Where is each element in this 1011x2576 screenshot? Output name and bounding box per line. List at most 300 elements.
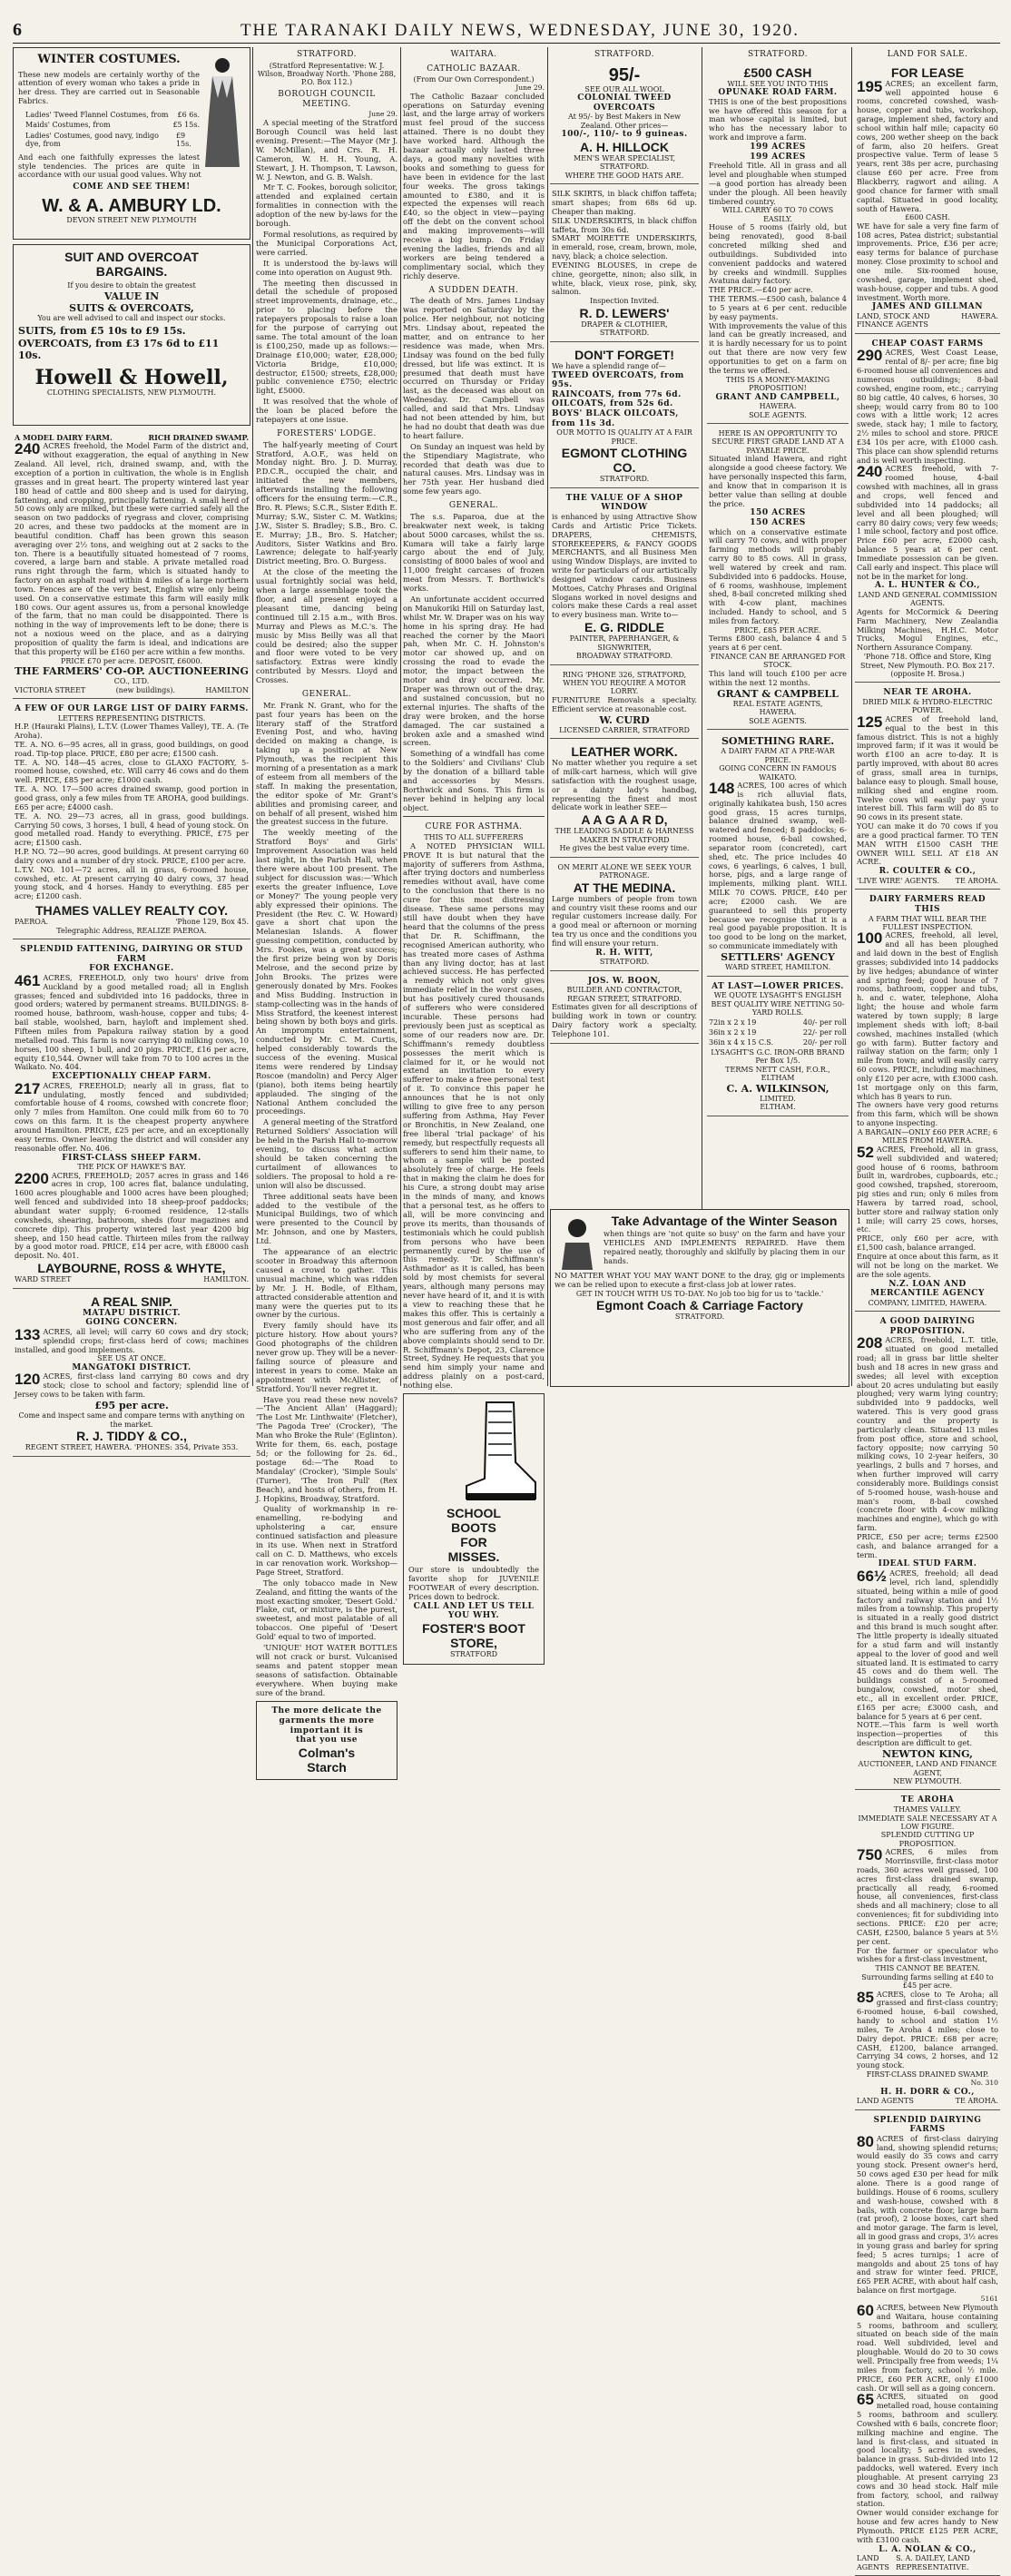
ad-line: SUITS & OVERCOATS, (69, 301, 194, 314)
text-col1-splendid-no1: No. 404. (49, 1062, 82, 1072)
text-col1-snip-price: £95 per acre. (94, 1399, 169, 1411)
text-col5b-nolan-right: S. A. DAILEY, LAND REPRESENTATIVE. (896, 2554, 970, 2571)
text-col5b-sdf-num3: 65 (857, 2391, 874, 2409)
ad-firm: A A G A A R D, (581, 812, 668, 828)
column-6 (855, 47, 1000, 2571)
ad-model-dairy-farm (13, 430, 250, 699)
text-col1-few-phone: 'Phone 129, Box 45. (175, 918, 249, 927)
text-col5b-lease-num: 195 (857, 77, 883, 95)
text-col4-medina-body: Large numbers of people from town and country visit these rooms and our regular customers increase daily. For a good meal or afternoon or morning tea try us once and the conditions you find will ensure your return. (552, 893, 697, 948)
text-col5a-num: 148 (709, 779, 735, 797)
text-col2-colman-4: Colman's (298, 1745, 356, 1760)
text-col4-forget-intro: We have a splendid range of— (552, 360, 666, 370)
text-col4-winter-body: when things are 'not quite so busy' on the farm and have your VEHICLES AND IMPLEMENTS REPAIRED. Have them repaired neatly, thoroughly and skilfully by placing them in our hands. (604, 1229, 845, 1265)
text-col5b-coulter: R. COULTER & CO., (878, 867, 977, 877)
text-col4-aagaard-tag: THE LEADING SADDLE & HARNESS MAKER IN STRATFORD (555, 827, 694, 844)
ad-grant-campbell (707, 426, 849, 730)
text-col3-general-title: GENERAL. (448, 501, 499, 511)
ad-firm: W. CURD (599, 713, 650, 726)
text-col1-splendid-title: SPLENDID FATTENING, DAIRYING OR STUD FARM (20, 945, 243, 964)
text-col3-death-1: On Sunday an inquest was held by the Stipendiary Magistrate, who recorded that death was due to natural causes. Mrs. Lindsay was in her 75th year. Her husband died some few years ago. (403, 441, 545, 497)
text-col1-splendid-addr-left: WARD STREET (15, 1275, 72, 1284)
column-5 (707, 47, 849, 1386)
text-col3-school-school: SCHOOL (447, 1506, 501, 1521)
text-col3-school-misses: MISSES. (447, 1549, 500, 1565)
text-col2-borough-title: BOROUGH COUNCIL MEETING. (278, 89, 376, 109)
text-col1-winter-items-1-label: Maids' Costumes, from (25, 121, 111, 130)
text-col5a-body4: ACRES, 100 acres of which is rich alluvial flats, originally kahikatea bush, 150 acres good grass, 15 acres turnips, balance drained swamp, well-watered and fenced; 8 paddocks; 6-roomed house, 6-bail cowshed, separator room (concreted), cart shed, etc. The price includes 40 cows, 6 yearlings, 6 calves, 1 bull, horse, pigs, and a large range of implements, milking plant. WILL MILK 70 COWS. PRICE, £40 per acre; £2000 cash. We are guaranteed to sell this property because we recognise that it is a real good payable proposition. It is too good to be long on the market, so communicate immediately with (709, 780, 847, 951)
text-col5b-aroha: NEAR TE AROHA. (883, 688, 972, 698)
text-col5b-ideal-body: ACRES, freehold; all dead level, rich land, splendidly situated, being within a mile of good factory and railway station and 1½ miles from a township. This property is situated in a really good district and this brand is much sought after. The little property is ideally situated for a stud farm and will instantly appeal to the lover of good and well situated land. It is estimated to carry 45 cows and do them well. The buildings consist of a 5-roomed bungalow, cowshed, motor shed, etc., all in excellent order. PRICE, £165 per acre; £3000 cash, and balance for 5 years at 6 per cent. (857, 1568, 998, 1721)
text-col2-colman-3: that you use (295, 1735, 358, 1745)
boot-illustration (459, 1399, 539, 1506)
text-col2-foresters-title: FORESTERS' LODGE. (277, 429, 377, 438)
text-col4-aagaard-note: He gives the best value every time. (559, 844, 690, 853)
text-col5a-wire-0-price: 40/- per roll (802, 1018, 847, 1027)
woman-illustration (200, 53, 245, 171)
text-col5a-acres2: 199 ACRES (750, 152, 806, 162)
text-col5a-firm2-tag: REAL ESTATE AGENTS, (732, 699, 823, 708)
text-col5a-wire-1-size: 36in x 2 x 19 (709, 1028, 757, 1037)
text-col1-winter-items-2-label: Ladies' Costumes, good navy, indigo dye, from (25, 131, 159, 149)
text-col5b-dairy-body: ACRES, freehold, all level, and all has been ploughed and laid down in the best of English grasses; subdivided into 14 paddocks by live hedges; abundance of winter and spring feed; good house of 7 rooms, bathroom, copper and tubs, h. and c. water, telephone, Aloha light; the house and whole farm watered by town supply; 8 large implement sheds with loft; 8-bail cowshed, machines installed (which go with farm). Butter factory and railway station on the farm; only 1 mile from town; and will easily carry 60 cows. PRICE, including machines, only £120 per acre, with £3000 cash. 1st mortgage only on this farm, which has 8 years to run. (857, 930, 998, 1101)
text-col5b-good: A GOOD DAIRYING PROPOSITION. (879, 1317, 976, 1336)
ad-egmont-clothing (550, 344, 699, 488)
masthead (13, 18, 1000, 44)
text-col5b-hunter: A. L. HUNTER & CO., (874, 581, 981, 591)
text-col5b-dairy: DAIRY FARMERS READ THIS (869, 895, 986, 914)
text-col5a-wire-intro: WE QUOTE LYSAGHT'S ENGLISH BEST QUALITY WIRE NETTING 50-YARD ROLLS. (711, 991, 845, 1018)
ad-colman-starch (256, 1701, 398, 1780)
column-rule (851, 47, 852, 1386)
text-col2-colman-1: garments the more (279, 1716, 375, 1726)
text-col5a-iron: LYSAGHT'S G.C. IRON-ORB BRAND (711, 1047, 845, 1057)
text-col1-winter-items-1-price: £5 15s. (172, 121, 200, 130)
text-col2-colman-0: The more delicate the (271, 1706, 382, 1716)
text-col5b-nolan: L. A. NOLAN & CO., (878, 2544, 977, 2554)
column-1 (13, 47, 250, 1452)
ad-hillock (550, 62, 699, 185)
text-col4-lewers-items-2: SMART MOIRETTE UNDERSKIRTS, in emerald, rose, cream, brown, mole, navy, black; a choice selection. (552, 233, 697, 261)
text-col5b-coast-body2: ACRES freehold, with 7-roomed house, 4-bail cowshed with machines, all in grass and crops, well fenced and subdivided into 14 paddocks; all level and all been ploughed; will carry 80 dairy cows; very few weeds; 1 mile school, factory and post office. Price £60 per acre, £2000 cash, balance 5 years at 6 per cent. Immediate possession can be given. Call early and inspect. This place will not be in the market for long. (857, 464, 998, 581)
price-line (25, 131, 200, 150)
text-col5b-coast-body: ACRES, West Coast Lease, rental of 8/- per acre; fine big 6-roomed house all conveniences and numerous outbuildings; 8-bail cowshed, engine room, etc.; carrying 80 big cattle, 40 calves, 6 horses, 30 sheep; would carry from 80 to 100 cows with a little work; 12 acres swede, stack hay; 1 mile to factory, 2½ miles to school and store. PRICE £34 10s per acre, with £1000 cash. This place can show splendid returns and is well worth inspecting. (857, 348, 998, 465)
text-col5b-good-num: 208 (857, 1334, 883, 1352)
text-col4-winter-town: STRATFORD. (674, 1312, 725, 1321)
text-col4-hillock-town: STRATFORD. (599, 162, 650, 172)
text-col4-leather: LEATHER WORK. (571, 744, 678, 760)
text-col5b-hunter-tag: LAND AND GENERAL COMMISSION AGENTS. (858, 591, 997, 608)
ad-firm: THAMES VALLEY REALTY COY. (34, 903, 229, 919)
text-col2-general-8: The only tobacco made in New Zealand, and fitting the wants of the most exacting smoker, 'Desert Gold.' Flake, cut, or mixture, is the purest, sweetest, and most palatable of all tobaccos. One pipeful of 'Desert Gold' equal to two of imported. (256, 1578, 398, 1642)
ad-nolan (855, 2112, 1000, 2576)
text-col5b-cut-note: For the farmer or speculator who wishes for a first-class investment, (857, 1945, 998, 1964)
ad-winter-costumes (13, 47, 250, 240)
text-col5b-jg-town: HAWERA. (961, 312, 998, 320)
text-col5b-ideal-note: NOTE.—This farm is well worth inspection—properties of this description are difficult to get. (857, 1720, 998, 1748)
ad-for-lease (855, 62, 1000, 334)
ad-dairy-farmers (855, 891, 1000, 1312)
text-col5a-wilkinson-town: ELTHAM. (760, 1103, 796, 1112)
text-col2-colman-2: important it is (290, 1726, 364, 1735)
text-col5b-lease: FOR LEASE (890, 64, 965, 80)
text-col5a-terms: THE TERMS.—£500 cash, balance 4 to 5 years at 6 per cent. reducible by easy payments. (709, 294, 847, 321)
text-col5b-dorr-tag: LAND AGENTS (857, 2097, 914, 2106)
text-col1-splendid-sheep-title: FIRST-CLASS SHEEP FARM. (62, 1153, 201, 1163)
text-col1-model-num: 240 (15, 440, 41, 458)
text-col5b-nzl-tag: COMPANY, LIMITED, HAWERA. (868, 1298, 987, 1307)
text-col1-model-addr-right: HAMILTON (205, 685, 249, 694)
ad-settlers-agency (707, 732, 849, 977)
text-col4-lewers-tag: DRAPER & CLOTHIER, (581, 320, 668, 329)
text-col2-general-4: The appearance of an electric scooter in Broadway this afternoon caused a crowd to gather. This unusual machine, which was ridden by Mr. J. H. Bodle, of Eltham, attracted considerable attention and many were the queries put to its owner by the curious. (256, 1247, 398, 1320)
text-col5b-bargain-note: Enquire at once about this farm, as it will not be long on the market. We are the sole agents. (857, 1251, 998, 1279)
text-col5a-wire-2-size: 36in x 4 x 15 C.S. (709, 1038, 774, 1047)
text-col1-model-firm2: CO., LTD. (113, 677, 150, 686)
text-col3-asthma-sub: THIS TO ALL SUFFERERS (424, 833, 524, 842)
ad-firm: E. G. RIDDLE (584, 620, 664, 635)
text-col5b-lease2: WE have for sale a very fine farm of 108 acres, Patea district; substantial improvements. Price, £36 per acre; easy terms for balance of purchase money. Close proximity to school and one mile. Six-roomed house, cowshed, garage, implement shed, wash-house, copper and tubs. A good investment. Worth more. (857, 221, 998, 302)
text-col3-general-0: The s.s. Paparoa, due at the breakwater next week, is taking about 5000 carcases, whilst the ss. Kumara will take a fairly large cargo about the end of July, consisting of 8000 bales of wool and 11,000 freight carcases of frozen meat from Messrs. T. Borthwick's works. (403, 511, 545, 594)
text-col5b-tearoha: TE AROHA (900, 1795, 955, 1805)
text-col5b-thames: THAMES VALLEY. (893, 1805, 962, 1814)
text-col3-asthma: A NOTED PHYSICIAN WILL PROVE It is but natural that the majority of sufferers from Asthma, after trying doctors and numberless remedies without avail, have come to the conclusion that there is no cure for this most distressing disease. These same persons may still have doubt when they have heard that the columns of the press that Dr. R. Schiffmann, the recognised American authority, who has treated more cases of Asthma than any living doctor, has at last achieved success. He has perfected a remedy which not only gives immediate relief in the worst cases, but has positively cured thousands of sufferers who were considered incurable. These persons had previously been just as sceptical as some of our readers now are. Dr. Schiffmann's remedy doubtless possesses the merit which is claimed for it, or he would not extend an invitation to every sufferer to make a free personal test of it. To convince this paper he announces that he is not only willing to give free to any person suffering from Asthma, Hay Fever or Bronchitis, in New Zealand, one free liberal 'trial package' of his remedy, but respectfully requests all sufferers to send him their name, to whom a sample will be posted absolutely free of charge. He feels that in making the claim he does for his Cure, a strong doubt may arise in the minds of many, and knows that a personal test, as he offers to all, will be more convincing and prove its merits, than thousands of testimonials which he could publish from persons who have been permanently cured by the use of this remedy. 'Dr. Schiffmann's Asthmador' as it is called, has been sold by most chemists for several years, although many persons may never have heard of it, and it is with a view to reaching these that he makes this offer. This is certainly a most generous and fair offer, and all who are suffering from any of the above complaints should send to Dr. R. Schiffmann's Depot, 23, Clarence Street, Sydney. He requests that you send him simply your name and address plainly on a post-card, nothing else. (403, 841, 545, 1391)
text-col1-snip-addr: REGENT STREET, HAWERA. 'PHONES: 354, Private 353. (25, 1443, 239, 1452)
text-col1-splendid-title2: FOR EXCHANGE. (89, 964, 174, 974)
text-col2-rep: (Stratford Representative: W. J. Wilson, Broadway North. 'Phone 288, P.O. Box 112.) (257, 61, 397, 87)
ad-aagaard (550, 741, 699, 858)
ad-cheap-coast-farms (855, 336, 1000, 683)
text-col4-boon-body: Estimates given for all descriptions of building work in town or country. Dairy factory work a specialty. Telephone 101. (552, 1002, 697, 1038)
text-col5a-settlers: SETTLERS' AGENCY (721, 951, 835, 964)
text-col4-leather-body: No matter whether you require a set of milk-cart harness, which will give satisfaction with the roughest usage, or a dainty lady's handbag, representing the finest and most delicate work in leather SEE— (552, 758, 697, 812)
text-col5a-wire-1-price: 22/- per roll (802, 1028, 847, 1037)
text-col5a-carry: WILL CARRY 60 TO 70 COWS EASILY. (721, 206, 834, 223)
text-col1-splendid-sheep-sub: THE PICK OF HAWKE'S BAY. (77, 1163, 186, 1172)
ad-newton-king (855, 1313, 1000, 1790)
text-col2-general-2: A general meeting of the Stratford Returned Soldiers' Association will be held in the Parish Hall to-morrow evening, to discuss what action should be taken concerning the curtailment of allowances to soldiers. The proposal to hold a re-union will also be discussed. (256, 1117, 398, 1190)
text-col2-general-title: GENERAL. (301, 690, 352, 700)
text-col1-model-left: A MODEL DAIRY FARM. (15, 433, 113, 442)
text-col1-snip-num2: 120 (15, 1371, 41, 1389)
text-col1-splendid-addr-right: HAMILTON. (203, 1275, 249, 1284)
text-col1-few-title: A FEW OF OUR LARGE LIST OF DAIRY FARMS. (15, 704, 249, 714)
text-col1-snip-body1: ACRES, all level; will carry 60 cows and dry stock; splendid crops; first-class herd of cows; machines installed, and good implements. (15, 1326, 249, 1354)
text-col5a-town: HAWERA. (759, 402, 797, 411)
text-col4-lewers-items-0: SILK SKIRTS, in black chiffon taffeta; smart shapes; from 68s 6d up. Cheaper than making. (552, 189, 697, 216)
text-col5b-coulter-ll: 'LIVE WIRE' AGENTS. (857, 876, 939, 885)
text-col1-splendid-num3: 2200 (15, 1169, 49, 1187)
text-col5b-surrounding: Surrounding farms selling at £40 to £45 per acre. (861, 1972, 994, 1991)
text-col5a-iron-price: Per Box 1/5. (755, 1057, 800, 1066)
text-col5a-improve: With improvements the value of this land can be greatly increased, and it is hardly necessary for us to point out that there are now very few opportunities to get on a farm on the terms we offered. (709, 320, 847, 375)
text-col5b-good-body: ACRES, freehold, L.T. title, situated on good metalled road; all in grass bar little shelter bush and 18 acres in new grass and swedes; all level with exception about 20 acres undulating but easily ploughed; very warm lying country; subdivided into 9 paddocks, well watered. This is very good grass country and the property is particularly clean. Situated 13 miles from post office, store and school, factory opposite; now carrying 50 milking cows, 10 2-year heifers, 30 yearlings, 2 bulls and 7 horses, and when further improved will carry considerably more. Buildings consist of 5-roomed house, wash-house and man's room, 8-bail cowshed (concrete floor with 4-cow milking machines and engine), which go with farm. (857, 1335, 998, 1533)
text-col3-bazaar: The Catholic Bazaar concluded operations on Saturday evening last, and the large array of workers must feel proud of the success attained. There is no doubt they have worked hard. Although the bazaar actually only lasted three days, a good many novelties with books and something to guess for have been in evidence for the last four weeks. The gross takings amounted to £380, and it is expected the expenses will reach £40, so the object in view—paying off the debt on the convent school and making improvements—will receive a big bump. On Friday evening the ladies, friends and all workers are being tendered a complimentary social, which they richly deserve. (403, 91, 545, 280)
text-col5b-sdf-owner: Owner would consider exchange for house and few acres handy to New Plymouth. PRICE £125 PER ACRE, with £3100 cash. (857, 2508, 998, 2544)
text-col5a-body3: which on a conservative estimate will carry 70 cows, and with proper farming methods will probably carry 80 to 85 cows. All in grass, well watered by creek and ram. Subdivided into 6 paddocks. House, of 6 rooms, washhouse, implement shed, 8-bail concreted milking shed with 4-cow plant, machines included. Handy to school, and 5 miles from factory. (709, 526, 847, 626)
text-col5a-opp: HERE IS AN OPPORTUNITY TO SECURE FIRST GRADE LAND AT A PAYABLE PRICE. (712, 428, 844, 455)
text-col1-splendid-exc-title: EXCEPTIONALLY CHEAP FARM. (52, 1072, 211, 1082)
ad-school-boots (403, 1393, 545, 1665)
ad-curd (550, 667, 699, 740)
text-col5b-dorr: H. H. DORR & CO., (880, 2087, 975, 2097)
text-col5b-dairy-owner: The owners have very good returns from this farm, which will be shown to anyone inspecting. (857, 1100, 998, 1128)
text-col4-medina: AT THE MEDINA. (573, 880, 676, 895)
ad-line: If you desire to obtain the greatest (67, 281, 196, 290)
text-col4-forget-lines-2: OILCOATS, from 52s 6d. (552, 399, 673, 409)
text-col5b-swamp: FIRST-CLASS DRAINED SWAMP. (866, 2070, 989, 2079)
column-rule (400, 47, 401, 1386)
ad-cta: COME AND SEE THEM! (73, 182, 191, 192)
text-col1-few-items-2: TE. A. NO. 17—500 acres drained swamp, good portion in good grass, only a few miles from TE AROHA, good buildings. £65 per acre; £4000 cash. (15, 784, 249, 811)
text-col2-borough-3: It is understood the by-laws will come into operation on August 9th. (256, 258, 398, 277)
text-col1-few-districts: H.P. (Hauraki Plains), L.T.V. (Lower Thames Valley), TE. A. (Te Aroha). (15, 722, 249, 741)
text-col5b-lease-body: ACRES; an excellent farm, well appointed house 6 rooms, concreted cowshed, wash-house, copper and tubs, workshop, garage, implement shed, factory and school within half mile; capacity 60 cows, 200 wether sheep on the back of farm, also 20 heifers. Great prospective value. Term of lease 5 years, rent 38s per acre, purchasing clause £60 per acre. Free from Blackberry, ragwort and ailing. A good chance for farmer with small capital. Situated in good locality, south of Hawera. (857, 78, 998, 213)
text-col4-see: SEE OUR ALL WOOL (584, 84, 664, 93)
text-col5a-body2: Freehold Title. All in grass and all level and ploughable when stumped—a good portion has already been under the plough. All been heavily timbered country. (709, 161, 847, 206)
ad-line: VALUE IN (103, 290, 160, 302)
text-col5a-settlers-addr: WARD STREET, HAMILTON. (724, 963, 831, 972)
text-col5a-firm2: GRANT & CAMPBELL (717, 687, 839, 700)
text-col5a-price: THE PRICE.—£40 per acre. (709, 285, 813, 295)
section-heading: STRATFORD. (296, 50, 358, 59)
text-col5a-moneymaking: THIS IS A MONEY-MAKING PROPOSITION! (725, 375, 830, 393)
text-col5b-ideal: IDEAL STUD FARM. (878, 1559, 977, 1569)
text-col5a-wire-0-size: 72in x 2 x 19 (709, 1018, 757, 1027)
text-col5b-nolan-left: LAND AGENTS (857, 2554, 889, 2571)
ad-riddle (550, 490, 699, 665)
text-col4-hillock-where: WHERE THE GOOD HATS ARE. (564, 171, 684, 180)
text-col3-bazaar-title: CATHOLIC BAZAAR. (427, 64, 521, 74)
text-col4-forget-lines-0: TWEED OVERCOATS, from 95s. (552, 370, 684, 390)
ad-opunake-farm (707, 62, 849, 424)
text-col5a-acres1: 199 ACRES (750, 142, 806, 152)
text-col1-winter-items-0-price: £6 6s. (177, 110, 200, 119)
text-col4-shopwin-title: THE VALUE OF A SHOP WINDOW (565, 493, 683, 513)
text-col5b-sm-body: ACRES, close to Te Aroha; all grassed and first-class country; 6-roomed house, 6-bail cowshed, handy to school and station 1½ miles, Te Aroha 4 miles; close to Dairy depot. PRICE: £68 per acre; CASH, £1200, balance arranged. Carrying 34 cows, 2 horses, and 12 young stock. (857, 1989, 998, 2070)
text-col4-prices: 100/-, 110/- to 9 guineas. (561, 130, 688, 140)
text-col5b-ideal-num: 66½ (857, 1568, 888, 1586)
text-col5b-jg: JAMES AND GILLMAN (871, 302, 984, 312)
text-col3-school-for: FOR (460, 1535, 487, 1550)
text-col5a-body: THIS is one of the best propositions we have offered this season for a man whose capital is limited, but who has the necessary labor to work and improve a farm. (709, 96, 847, 143)
text-col5a-price2: PRICE, £85 PER ACRE. (734, 625, 821, 634)
price-line (25, 120, 200, 130)
text-col5b-bargain-num: 52 (857, 1143, 874, 1161)
text-col3-asthma-title: CURE FOR ASTHMA. (425, 821, 523, 831)
ad-firm: R. J. TIDDY & CO., (76, 1429, 187, 1444)
text-col3-death-0: The death of Mrs. James Lindsay was reported on Saturday by the police. Her neighbour, not noticing Mrs. Lindsay about, repeated the matter, and on entrance to her residence was made, when Mrs. Lindsay was found on the bed fully dressed, but life was extinct. It is presumed that death must have occurred on Thursday or Friday last, as the deceased was about on Wednesday. Dr. Campbell was called, and said that Mrs. Lindsay had not been attended by him, but he had no doubt that death was due to heart failure. (403, 296, 545, 440)
man-illustration (555, 1214, 600, 1272)
text-col4-boon: JOS. W. BOON, (587, 976, 662, 986)
text-col3-death-title: A SUDDEN DEATH. (428, 285, 519, 295)
text-col5b-coast-num2: 240 (857, 463, 883, 481)
ad-title: BARGAINS. (95, 264, 168, 280)
text-col5a-wire-2-price: 20/- per roll (802, 1038, 847, 1047)
text-col3-corr: (From Our Own Correspondent.) (413, 75, 535, 84)
text-col4-medina-merit: ON MERIT ALONE WE SEEK YOUR PATRONAGE. (557, 862, 692, 880)
text-col4-witt-town: STRATFORD. (599, 958, 650, 967)
text-col5b-coast-num: 290 (857, 347, 883, 365)
text-col5a-last: AT LAST—LOWER PRICES. (712, 981, 844, 991)
text-col1-snip-body2: ACRES, first-class land carrying 80 cows and dry stock; close to school and factory; splendid line of Jersey cows to be taken with farm. (15, 1372, 249, 1400)
text-col1-few-items-5: L.T.V. NO. 101—72 acres, all in grass, 6-roomed house, cowshed, etc. At present carrying 40 dairy cows, 37 head young stock, and 4 horses. Handy to everything. £85 per acre; £1200 cash. (15, 864, 249, 901)
text-col5b-dorr-town: TE AROHA. (955, 2097, 998, 2106)
text-col1-few-town: PAEROA. (15, 918, 49, 927)
ad-suit-overcoat (13, 244, 250, 426)
text-col1-snip-num1: 133 (15, 1325, 41, 1343)
text-col4-colonial: COLONIAL TWEED OVERCOATS (577, 93, 672, 113)
text-col4-boon-tag: BUILDER AND CONTRACTOR, REGAN STREET, STRATFORD. (566, 986, 682, 1003)
ad-boon (550, 973, 699, 1044)
text-col2-general-3: Three additional seats have been added to the vestibule of the Municipal Buildings, two of which were presented to the Council by Mr. Johnson, and one by Masters, Ltd. (256, 1191, 398, 1246)
text-col5a-house: House of 5 rooms (fairly old, but being renovated), good 8-bail concreted milking shed and outbuildings. Subdivided into convenient paddocks and watered by creeks and windmill. Supplies Avatuna dairy factory. (709, 222, 847, 286)
text-col1-few-tele: Telegraphic Address, REALIZE PAEROA. (56, 926, 207, 935)
text-col5b-sdf-num: 80 (857, 2132, 874, 2150)
text-col1-splendid-no3: No. 401. (46, 1251, 79, 1261)
text-col2-borough-5: It was resolved that the whole of the loan be placed before the ratepayers at one issue. (256, 397, 398, 425)
text-col2-general-9: 'UNIQUE' HOT WATER BOTTLES will not crack or burst. Vulcanised seams and patent stopper mean seasons of satisfaction. Obtainable everywhere. When buying make sure of the brand. (256, 1643, 398, 1697)
ad-wilkinson (707, 978, 849, 1116)
text-col1-splendid-num: 461 (15, 971, 41, 989)
column-rule (252, 47, 253, 1386)
text-col5b-nzl: N.Z. LOAN AND MERCANTILE AGENCY (870, 1279, 985, 1299)
column-2 (256, 47, 398, 1775)
text-col1-model-price: PRICE £70 per acre. DEPOSIT, £6000. (60, 656, 203, 665)
text-col4-winter-title: Take Advantage of the Winter Season (611, 1214, 838, 1228)
text-col1-snip-going: GOING CONCERN. (85, 1318, 178, 1328)
text-col5a-agents: SOLE AGENTS. (749, 410, 807, 419)
ad-line: You are well advised to call and inspect our stocks. (37, 314, 226, 322)
text-col5a-cash: £500 CASH (743, 64, 812, 80)
text-col5a-wilkinson: C. A. WILKINSON, (726, 1082, 829, 1095)
text-col5b-aroha-body: ACRES of freehold land, equal to the best in this famous district. This is not a highly improved farm; if it was it would be worth £100 an acre to-day. It is partly improved, with about 80 acres of grass, small area in turnips, balance easy to plough. Small house, milking shed and engine room. Twelve cows will easily pay your interest bill. This farm will do 85 to 90 cows in its present state. (857, 713, 998, 822)
text-col5b-good-price: PRICE, £50 per acre; terms £2500 cash, and balance arranged for a term. (857, 1531, 998, 1559)
text-col5b-sdf-body3: ACRES, situated on good metalled road, house containing 5 rooms, bathroom and scullery. Cowshed with 6 bails, concrete floor; milking machine and engine. The land is first-class, and situated in good locality; 5 acres in swedes, balance in grass. Sub-divided into 12 paddocks, well watered. Every inch ploughable. At present carrying 23 cows and 30 head stock. Half mile from factory, school, and railway station. (857, 2392, 998, 2509)
text-col3-school-town: STRATFORD (449, 1650, 498, 1659)
ad-near-te-aroha (855, 684, 1000, 890)
text-col5b-hunter-body: Agents for McCormick & Deering Farm Machinery, New Zealandia Milking Machines, H.H.C. Motor Trucks, Mogul Engines, etc., Northern Assurance Company. (857, 606, 998, 653)
text-col4-hillock-tag: MEN'S WEAR SPECIALIST, (573, 153, 676, 162)
text-col2-date: June 29. (368, 110, 398, 119)
text-col4-shopwin: is enhanced by using Attractive Show Cards and Artistic Price Tickets. DRAPERS, CHEMISTS, STOREKEEPERS, & FANCY GOODS MERCHANTS, and all Business Men using Window Displays, are invited to write for particulars of our artistically designed window cards. Business Mottoes, Catchy Phrases and Original Slogans worked in novel designs and colors make these Cards a real asset to every business man. Write to— (552, 512, 697, 620)
text-col2-borough-2: Formal resolutions, as required by the Municipal Corporations Act, were carried. (256, 229, 398, 257)
text-col5a-rare: SOMETHING RARE. (721, 735, 835, 748)
text-col4-ring: RING 'PHONE 326, STRATFORD, WHEN YOU REQUIRE A MOTOR LORRY. (562, 670, 687, 696)
text-col4-lewers-items-3: EVENING BLOUSES, in crepe de chine, georgette, ninon; also silk, in white, black, vieux rose, pink, sky, salmon. (552, 260, 697, 297)
text-col1-snip-see: SEE US AT ONCE. (97, 1354, 166, 1363)
text-col1-winter-items-2-price: £9 15s. (175, 131, 191, 149)
text-col1-model-body: ACRES freehold, the Model Farm of the district and, without exaggeration, the equal of anything in New Zealand. All level, rich, drained swamp, and, with the exception of a portion in cultivation, the whole is in English grasses and in great heart. The property wintered last year 180 head of cattle and 800 sheep and is used for dairying, fattening, and cropping, principally fattening. A small herd of 50 cows only are milked, but these were carried safely all the season on two paddocks of ryegrass and clover, comprising 20 acres, and these two paddocks at the moment are in beautiful condition. Chaff has been grown this season averaging over 2½ tons, and weighing out at 2 sacks to the ton. There is a beautifully situated homestead of 7 rooms, covered, a large barn and stable. A private metalled road runs right through the farm, which is situated handy to factory on an asphalt road within 4 miles of a large northern town. Fences are of the very best, English wire only being used. On a conservative estimate this farm will easily milk 180 cows. Our agent assures us, from a personal knowledge of the farm, that no man could be disappointed. There is nothing in the way of improvements left to be done; there is not a noxious weed on the place, and as a dairying proposition of quality the farm is ideal, and indications are that this property will be £160 per acre within a few months. (15, 441, 249, 656)
text-col3-general-2: Something of a windfall has come to the Soldiers' and Civilians' Club by the donation of a billiard table and accessories by Messrs. Borthwick and Sons. This firm is never behind in helping any local object. (403, 749, 545, 812)
text-col1-snip-title: A REAL SNIP. (91, 1293, 172, 1309)
text-col5b-cut-body: ACRES, 6 miles from Morrinsville, first-class motor roads, 360 acres well grassed, 100 acres first-class drained swamp, practically all ready, 6-roomed house, all conveniences, first-class sheds and all machinery; close to all conveniences; fit for subdividing into sections. PRICE: £20 per acre; CASH, £2500, balance 5 years at 5½ per cent. (857, 1847, 998, 1946)
text-col5b-sdf-body: ACRES of first-class dairying land, showing splendid returns; would easily do 35 cows and carry young stock. Present owner's herd, 50 cows aged £30 per head for milk alone. There is a good range of buildings. House of 6 rooms, scullery and wash-house, cowshed with 8 bails, with concrete floor, large barn (rat proof), 2 loose boxes, cart shed and motor garage. The farm is level, all in good grass and crops, 3½ acres in young grass and barley for spring feed; 5 acres turnips; 1 acre of mangolds and about 25 tons of hay and straw for winter feed. PRICE, £65 PER ACRE, with about half cash, balance on first mortgage. (857, 2133, 998, 2296)
text-col5b-newton-town: NEW PLYMOUTH. (893, 1777, 962, 1786)
text-col5a-firm: GRANT AND CAMPBELL, (715, 392, 840, 402)
text-col3-school-boots: BOOTS (451, 1520, 496, 1536)
text-col5a-situated: Situated inland Hawera, and right alongside a good cheese factory. We have personally inspected this farm, and know that in comparison it is better value than selling at double the price. (709, 454, 847, 508)
ad-firm: W. & A. AMBURY LD. (42, 195, 221, 216)
text-col1-few-items-4: H.P. NO. 72—90 acres, good buildings. At present carrying 60 dairy cows and a number of dry stock. PRICE, £100 per acre. (15, 847, 249, 865)
text-col5a-going: GOING CONCERN IN FAMOUS WAIKATO. (719, 764, 837, 782)
ad-splendid-farm-exchange (13, 941, 250, 1288)
price-line (25, 110, 200, 120)
text-col2-colman-5: Starch (307, 1760, 347, 1775)
text-col5a-terms3: TERMS NETT CASH, F.O.R., ELTHAM (725, 1065, 830, 1083)
ad-address: DEVON STREET NEW PLYMOUTH (66, 215, 197, 224)
text-col1-model-right: RICH DRAINED SWAMP. (148, 433, 249, 442)
text-col5a-will: WILL SEE YOU INTO THIS (727, 79, 829, 88)
text-col2-general-6: Have you read these new novels?—'The Ancient Allan' (Haggard); 'The Lost Mr. Linthwaite' (Fletcher), 'The Pagoda Tree' (Crocker), 'The Man who Broke the Rule' (Eglinton). Write for them, 6s. each, postage 5d; or the following for 2s. 6d., postage 6d:—'The Road to Mandalay' (Crocker), 'Simple Souls' (Turner), 'The Iron Pull' (Rex Beach), and hosts of others, from H. J. Hopkins, Broadway, Stratford. (256, 1394, 398, 1503)
ad-firm: R. D. LEWERS' (579, 305, 670, 320)
text-col5b-aroha-sub: DRIED MILK & HYDRO-ELECTRIC POWER. (862, 698, 993, 715)
text-col3-general-1: An unfortunate accident occurred on Manukoriki Hill on Saturday last, whilst Mr. W. Draper was on his way home in his spring dray. He had reached the corner by the Maori pah, when Mr. C. H. Johnston's motor car showed up, and on crossing the road to evade the motor, the impact between the motor and dray occurred. Mr. Draper was thrown out of the dray, and sustained concussion, but no external injuries. The shafts of the dray were broken, and the horse damaged. The car sustained a broken axle and a smashed wind screen. (403, 594, 545, 748)
ad-te-aroha-dorr (855, 1792, 1000, 2109)
text-col1-few-items-1: TE. A. NO. 148—45 acres, close to GLAXO FACTORY, 5-roomed house, cowshed, etc. Will carry 46 cows and do them well. PRICE, £85 per acre; £1000 cash. (15, 757, 249, 785)
text-col5b-imm: IMMEDIATE SALE NECESSARY AT A LOW FIGURE. (858, 1814, 997, 1831)
text-col2-foresters-1: At the close of the meeting the usual fortnightly social was held, when a large assemblage took the floor, and all present enjoyed a pleasant time, dancing being continued till 2.15 a.m., with Bros. Murray and Plews as M.C.'s. The music by Miss Beilly was all that could be desired; also the supper and floor were voted to be very satisfactory. Extras were kindly contributed by Messrs. Lloyd and Crosses. (256, 567, 398, 685)
text-col5b-hunter-addr: 'Phone 718. Office and Store, King Street, New Plymouth. P.O. Box 217. (860, 653, 995, 670)
text-col1-model-addr-mid: (new buildings). (115, 685, 176, 694)
ad-line: SUITS, from £5 10s to £9 15s. (18, 325, 186, 338)
ad-firm: Howell & Howell, (34, 366, 229, 389)
section-heading: WAITARA. (450, 50, 497, 59)
text-col5b-dairy-num: 100 (857, 929, 883, 948)
text-col5b-cut-cannot: THIS CANNOT BE BEATEN. (875, 1964, 980, 1973)
column-4 (550, 47, 699, 1386)
text-col4-winter-matter: NO MATTER WHAT YOU MAY WANT DONE to the dray, gig or implements we can be relied upon to execute a first-class job at lower rates. (555, 1271, 845, 1289)
text-col1-snip-come: Come and inspect same and compare terms with anything on the market. (18, 1411, 245, 1429)
text-col2-foresters-0: The half-yearly meeting of Court Stratford, A.O.F., was held on Monday night. Bro. J. D. Murray, P.D.C.R., occupied the chair, and initiated the new members, afterwards installing the following officers for the ensuing term:—C.R., Bro. R. Plews; S.C.R., Sister Edith E. Murray; S.W., Sister C. M. Watkins; J.W., Sister S. Bradley; S.B., Bro. C. E. Murray; J.B., Bro. S. Hatcher; Auditors, Sister Watkins and Bro. Lawrence; delegate to half-yearly District meeting, Bro. O. Burgess. (256, 439, 398, 566)
text-col1-few-items-3: TE. A. NO. 29—73 acres, all in grass, good buildings. Carrying 50 cows, 3 horses, 1 bull, 4 head of young stock. On good metalled road. Handy to everything. PRICE, £75 per acre; £1500 cash. (15, 811, 249, 848)
text-col3-date: June 29. (515, 83, 545, 92)
masthead-title: THE TARANAKI DAILY NEWS, WEDNESDAY, JUNE 30, 1920. (240, 20, 800, 40)
text-col4-lewers-town: STRATFORD. (599, 329, 650, 338)
text-col5b-cut: SPLENDID CUTTING UP PROPOSITION. (880, 1831, 975, 1848)
text-col5b-bargain: A BARGAIN—ONLY £60 PER ACRE; 6 MILES FROM HAWERA. (857, 1127, 998, 1145)
text-col1-winter-items-0-label: Ladies' Tweed Flannel Costumes, from (25, 110, 169, 119)
text-col3-school-text: Our store is undoubtedly the favorite shop for JUVENILE FOOTWEAR of every description. Prices down to bedrock. (408, 1565, 539, 1601)
text-col4-price: 95/- (608, 64, 641, 85)
ad-lewers (550, 186, 699, 342)
page-number: 6 (13, 20, 22, 40)
ad-firm: Egmont Coach & Carriage Factory (596, 1297, 803, 1313)
text-col1-splendid-no2: No. 406. (80, 1143, 113, 1153)
column-rule (547, 47, 548, 1386)
text-col5a-terms2: Terms £800 cash, balance 4 and 5 years at 6 per cent. (709, 634, 847, 653)
text-col5a-finance: FINANCE CAN BE ARRANGED FOR STOCK. (710, 652, 846, 670)
text-col2-borough-4: The meeting then discussed in detail the schedule of proposed street improvements, drainage, etc., prior to placing before the ratepayers proposals to raise a loan for the purpose of carrying out same. The total amount of the loan is £100,250, made up as follows:—Drainage £10,000; water, £28,000; Victoria Bridge, £10,000; destructor, £1500; streets, £28,000; public convenience £750; electric light, £5000. (256, 278, 398, 396)
section-heading: LAND FOR SALE. (887, 50, 968, 59)
text-col5b-coulter-town: TE AROHA. (955, 876, 998, 885)
text-col5a-acres3: 150 ACRES (750, 508, 806, 518)
ad-real-snip (13, 1291, 250, 1457)
text-col4-curd-tag: LICENSED CARRIER, STRATFORD (559, 725, 690, 734)
text-col4-forget: DON'T FORGET! (574, 347, 674, 362)
ad-firm: EGMONT CLOTHING CO. (561, 446, 688, 476)
text-col5b-lease-cash: £600 CASH. (905, 213, 950, 222)
text-col1-snip-matapu: MATAPU DISTRICT. (82, 1308, 182, 1318)
text-col5b-dairy-sub: A FARM THAT WILL BEAR THE FULLEST INSPECTION. (868, 914, 986, 931)
text-col1-few-sub: LETTERS REPRESENTING DISTRICTS. (57, 713, 206, 723)
text-col5a-stock: This land will touch £100 per acre within the next 12 months. (709, 668, 847, 687)
text-col5b-coast: CHEAP COAST FARMS (871, 339, 984, 349)
column-3 (403, 47, 545, 1659)
text-col2-general-1: The weekly meeting of the Stratford Boys' and Girls' Improvement Association was held last night, in the Parish Hall, when there were about 100 present. The subject for discussion was:—'Which exerts the greater influence, Love or Money?' The young people very ably expressed their opinions. The President (the Rev. C. W. Howard) gave a short chat upon the Melanesian Islands. A flower guessing competition, conducted by Mrs. Fookes, was a great success; the first prize being won by Doris Melrose, and the second prize by John Brooks. The prizes were generously donated by Mrs. Fookes and Miss Budding. Instruction in stamp-collecting was in the hands of Miss Stratford, the keenest interest being shown by both boys and girls. An impromptu entertainment, conducted by Mr. C. M. Curtis, helped considerably towards the success of the evening. Musical items were rendered by Lindsay Roscoe (mandolin) and Percy Alger (piano), both items being heartily applauded. The singing of the National Anthem concluded the proceedings. (256, 828, 398, 1116)
text-col5a-road: OPUNAKE ROAD FARM. (718, 88, 838, 98)
ad-few-dairy-farms (13, 701, 250, 939)
